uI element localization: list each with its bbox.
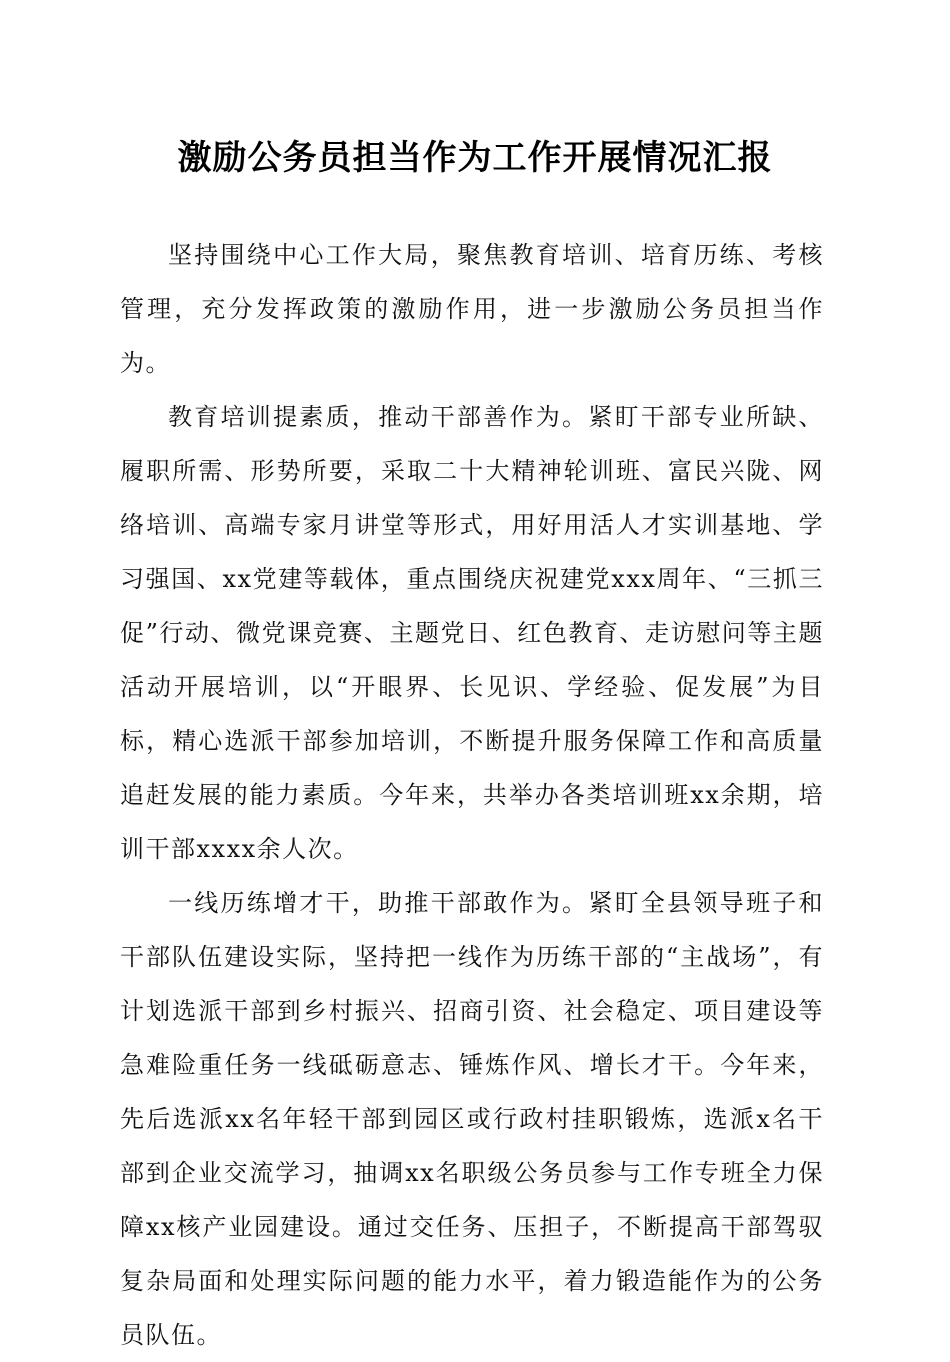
paragraph-education-training: 教育培训提素质，推动干部善作为。紧盯干部专业所缺、履职所需、形势所要，采取二十大精神轮训班、富民兴陇、网络培训、高端专家月讲堂等形式，用好用活人才实训基地、学习强国、xx党建等载体，重点围绕庆祝建党xxx周年、“三抓三促”行动、微党课竞赛、主题党日、红色教育、走访慰问等主题活动开展培训，以“开眼界、长见识、学经验、促发展”为目标，精心选派干部参加培训，不断提升服务保障工作和高质量追赶发展的能力素质。今年来，共举办各类培训班xx余期，培训干部xxxx余人次。 bbox=[120, 403, 824, 863]
paragraph-intro: 坚持围绕中心工作大局，聚焦教育培训、培育历练、考核管理，充分发挥政策的激励作用，进一步激励公务员担当作为。 bbox=[120, 241, 824, 377]
document-title: 激励公务员担当作为工作开展情况汇报 bbox=[177, 138, 773, 178]
paragraph-frontline-training: 一线历练增才干，助推干部敢作为。紧盯全县领导班子和干部队伍建设实际，坚持把一线作为历练干部的“主战场”，有计划选派干部到乡村振兴、招商引资、社会稳定、项目建设等急难险重任务一线砥砺意志、锤炼作风、增长才干。今年来，先后选派xx名年轻干部到园区或行政村挂职锻炼，选派x名干部到企业交流学习，抽调xx名职级公务员参与工作专班全力保障xx核产业园建设。通过交任务、压担子，不断提高干部驾驭复杂局面和处理实际问题的能力水平，着力锻造能作为的公务员队伍。 bbox=[120, 889, 824, 1349]
document-body bbox=[120, 228, 824, 1362]
